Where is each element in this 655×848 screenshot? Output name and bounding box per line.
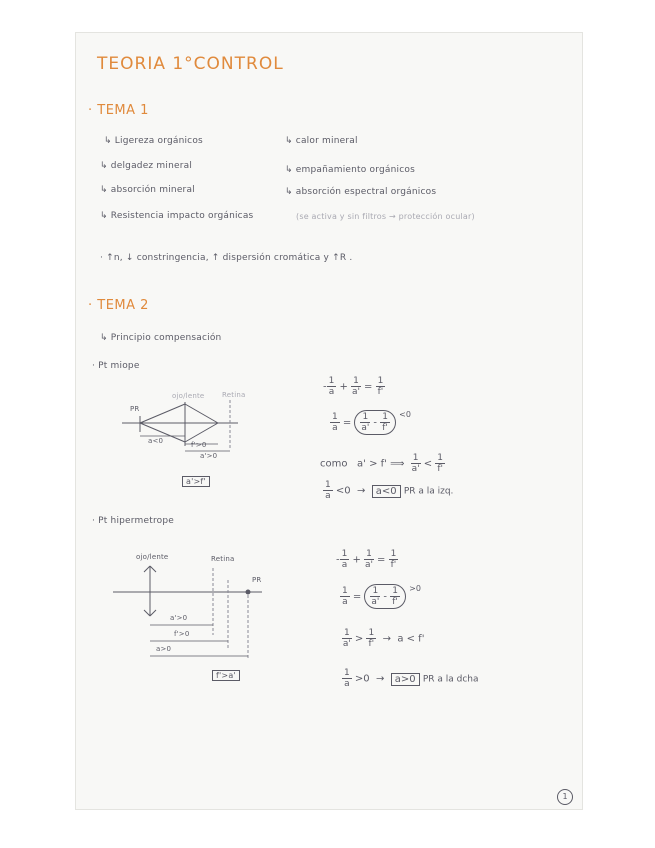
hiper-equation-3: $\frac{1}{a'}$ > $\frac{1}{f'}$ → a < f' [342,628,425,649]
miope-equation-4: $\frac{1}{a}$ <0 → a<0 PR a la izq. [325,480,454,501]
hiper-diagram-top-left: ojo/lente [136,553,169,561]
page-number: 1 [557,789,573,805]
miope-label: · Pt miope [92,361,140,371]
tema1-resistencia-note: (se activa y sin filtros → protección ocular) [296,212,475,221]
tema1-heading: · TEMA 1 [88,103,149,118]
miope-diagram-a: a<0 [148,437,164,445]
hiper-equation-2: $\frac{1}{a}$ = $\frac{1}{a'}$ - $\frac{1}{f'}$ $^{>0}$ [342,584,421,607]
tema1-left-item: ↳ absorción mineral [100,185,195,195]
tema1-summary: · ↑n, ↓ constringencia, ↑ dispersión cromática y ↑R . [100,253,353,263]
miope-boxed-condition: a'>f' [182,476,210,487]
miope-equation-2: $\frac{1}{a}$ = $\frac{1}{a'}$ - $\frac{1}{f'}$ $^{<0}$ [332,410,411,433]
hiper-equation-1: - $\frac{1}{a}$ + $\frac{1}{a'}$ = $\frac{1}{f'}$ [336,549,397,570]
miope-diagram-top-right: Retina [222,391,246,399]
hiper-equation-4: $\frac{1}{a}$ >0 → a>0 PR a la dcha [344,668,479,689]
hiper-label: · Pt hipermetrope [92,516,175,526]
miope-equation-1: - $\frac{1}{a}$ + $\frac{1}{a'}$ = $\frac{1}{f'}$ [323,376,384,397]
hiper-boxed-condition: f'>a' [212,670,240,681]
hiper-diagram-top-right: Retina [211,555,235,563]
miope-diagram-top-left: ojo/lente [172,392,205,400]
tema1-right-item: ↳ calor mineral [285,136,358,146]
tema1-right-item: ↳ empañamiento orgánicos [285,165,415,175]
tema1-resistencia: ↳ Resistencia impacto orgánicas [100,211,254,221]
page-title: TEORIA 1°CONTROL [97,54,284,74]
tema2-principio: ↳ Principio compensación [100,333,222,343]
hiper-diagram-pr: PR [252,576,262,584]
tema1-right-item: ↳ absorción espectral orgánicos [285,187,437,197]
tema2-heading: · TEMA 2 [88,298,149,313]
hiper-diagram-a: a>0 [156,645,172,653]
hiper-diagram-f: f'>0 [174,630,190,638]
miope-diagram-pr: PR [130,405,140,413]
tema1-left-item: ↳ Ligereza orgánicos [104,136,203,146]
miope-equation-3: como a' > f' ⟹ $\frac{1}{a'}$ < $\frac{1}{f'}$ [320,453,444,474]
miope-diagram-ap: a'>0 [200,452,218,460]
hiper-diagram-ap: a'>0 [170,614,188,622]
miope-diagram-f: f'>0 [191,441,207,449]
tema1-left-item: ↳ delgadez mineral [100,161,193,171]
